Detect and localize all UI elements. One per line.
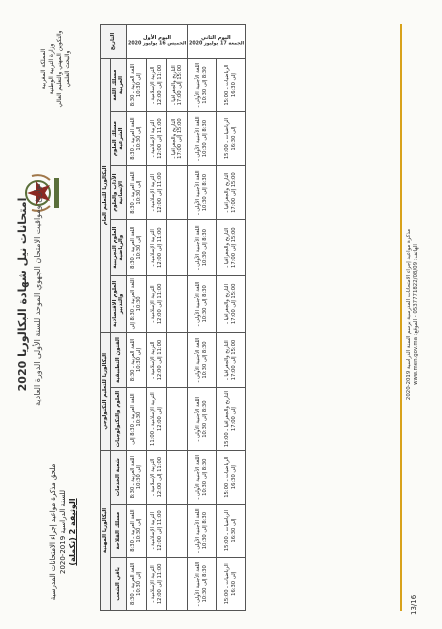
column-header: مسلك العلوم الشرعية: [110, 112, 126, 166]
annex-line: للسنة الدراسية 2019-2020: [59, 490, 67, 575]
schedule-cell: التاريخ والجغرافيا ـ 15:00 إلى 17:00: [216, 220, 245, 276]
schedule-cell: اللغة العربية ـ 8:30 إلى 10:30: [126, 332, 146, 388]
column-header: الآداب والعلوم الإنسانية: [110, 165, 126, 219]
ministry-line: المملكة المغربية: [40, 48, 47, 90]
schedule-cell: التربية الإسلامية ـ 11:00 إلى 12:00: [146, 165, 166, 219]
group-tech-header: البكالوريا للتعليم التكنولوجي: [101, 332, 111, 450]
column-header: العلوم التجريبية والرياضية: [110, 220, 126, 276]
schedule-cell: اللغة الأجنبية الأولى ـ 8:30 إلى 10:30: [187, 220, 216, 276]
schedule-cell: اللغة الأجنبية الأولى ـ 8:30 إلى 10:30: [187, 332, 216, 388]
schedule-cell: اللغة العربية ـ 8:30 إلى 10:30: [126, 450, 146, 504]
schedule-cell: [167, 276, 187, 333]
schedule-cell: التاريخ والجغرافيا ـ 15:00 إلى 17:00: [167, 112, 187, 166]
schedule-cell: التربية الإسلامية ـ 11:00 إلى 12:00: [146, 388, 166, 451]
schedule-cell: التاريخ والجغرافيا ـ 15:00 إلى 17:00: [216, 388, 245, 451]
schedule-cell: [167, 450, 187, 504]
page-subtitle: تواريخ ومواقيت الامتحان الجهوي الموحد للسنة الأولى الدورة العادية: [33, 183, 42, 406]
group-general-header: البكالوريا للتعليم العام: [101, 59, 111, 333]
annex-line: ملحق مذكرة مواعيد إجراء الامتحانات المدرسية: [49, 463, 57, 601]
day-date: الجمعة 17 يوليوز 2020: [188, 41, 244, 47]
schedule-cell: التربية الإسلامية ـ 11:00 إلى 12:00: [146, 112, 166, 166]
ministry-line: والبحث العلمي: [64, 50, 71, 88]
schedule-cell: التاريخ والجغرافيا ـ 15:00 إلى 17:00: [216, 276, 245, 333]
schedule-cell: التربية الإسلامية ـ 11:00 إلى 12:00: [146, 220, 166, 276]
exam-schedule-table: [100, 24, 246, 611]
column-header: الفنون التطبيقية: [110, 332, 126, 388]
table-row: [187, 25, 216, 611]
schedule-cell: التاريخ والجغرافيا ـ 15:00 إلى 17:00: [216, 165, 245, 219]
page-number: 13/16: [410, 594, 418, 615]
schedule-cell: [167, 388, 187, 451]
day-label: اليوم الأول: [142, 35, 171, 41]
schedule-cell: [167, 165, 187, 219]
schedule-cell: اللغة الأجنبية الأولى ـ 8:30 إلى 10:30: [187, 557, 216, 610]
schedule-cell: التربية الإسلامية ـ 11:00 إلى 12:00: [146, 450, 166, 504]
day-cell: [126, 25, 187, 59]
schedule-cell: اللغة العربية ـ 8:30 إلى 10:30: [126, 59, 146, 112]
schedule-cell: التاريخ والجغرافيا ـ 15:00 إلى 17:00: [216, 332, 245, 388]
ministry-line: وزارة التربية الوطنية: [48, 43, 55, 95]
footer-address: [406, 60, 420, 569]
ministry-line: والتكوين المهني والتعليم العالي: [56, 30, 63, 108]
column-header: باقي الشعب: [110, 557, 126, 610]
column-header: العلوم الاقتصادية والتدبير: [110, 276, 126, 333]
corner-header: التاريخ: [101, 25, 127, 59]
schedule-cell: اللغة العربية ـ 8:30 إلى 10:30: [126, 220, 146, 276]
schedule-cell: التربية الإسلامية ـ 11:00 إلى 12:00: [146, 332, 166, 388]
schedule-cell: التربية الإسلامية ـ 11:00 إلى 12:00: [146, 276, 166, 333]
column-header: شعبة الخدمات: [110, 450, 126, 504]
title-block: [16, 160, 42, 429]
schedule-cell: التربية الإسلامية ـ 11:00 إلى 12:00: [146, 59, 166, 112]
schedule-cell: الرياضيات ـ 15:00 إلى 16:30: [216, 59, 245, 112]
schedule-cell: اللغة الأجنبية الأولى ـ 8:30 إلى 10:30: [187, 165, 216, 219]
schedule-cell: الرياضيات ـ 15:00 إلى 16:30: [216, 112, 245, 166]
page-footer: [400, 0, 434, 629]
schedule-cell: [167, 504, 187, 557]
table-row: [167, 25, 187, 611]
footer-note: مذكرة مواعيد إجراء الامتحانات المدرسية برسم السنة الدراسية 2019-2020: [406, 228, 412, 401]
schedule-cell: اللغة العربية ـ 8:30 إلى 10:30: [126, 557, 146, 610]
schedule-cell: اللغة العربية ـ 8:30 إلى 10:30: [126, 504, 146, 557]
ministry-header: [40, 14, 72, 124]
schedule-cell: اللغة الأجنبية الأولى ـ 8:30 إلى 10:30: [187, 388, 216, 451]
schedule-cell: الرياضيات ـ 15:00 إلى 16:30: [216, 557, 245, 610]
schedule-cell: اللغة الأجنبية الأولى ـ 8:30 إلى 10:30: [187, 276, 216, 333]
schedule-cell: اللغة الأجنبية الأولى ـ 8:30 إلى 10:30: [187, 112, 216, 166]
table-row: [126, 25, 146, 611]
annex-title: الوثيقة 2 (تكملة): [68, 498, 77, 566]
page-title: امتحانات نيل شهادة البكالوريا 2020: [16, 197, 29, 392]
schedule-cell: التربية الإسلامية ـ 11:00 إلى 12:00: [146, 557, 166, 610]
schedule-cell: اللغة الأجنبية الأولى ـ 8:30 إلى 10:30: [187, 59, 216, 112]
table-row: [146, 25, 166, 611]
schedule-cell: [167, 557, 187, 610]
schedule-cell: اللغة الأجنبية الأولى ـ 8:30 إلى 10:30: [187, 450, 216, 504]
column-header: العلوم والتكنولوجيات: [110, 388, 126, 451]
schedule-cell: الرياضيات ـ 15:00 إلى 16:30: [216, 450, 245, 504]
schedule-cell: الرياضيات ـ 15:00 إلى 16:30: [216, 504, 245, 557]
day-cell: [187, 25, 245, 59]
schedule-cell: اللغة العربية ـ 8:30 إلى 10:30: [126, 276, 146, 333]
schedule-cell: اللغة الأجنبية الأولى ـ 8:30 إلى 10:30: [187, 504, 216, 557]
column-header: مسلك اللغة العربية: [110, 59, 126, 112]
column-header: مسلك الفلاحة: [110, 504, 126, 557]
schedule-cell: التاريخ والجغرافيا ـ 15:00 إلى 17:00: [167, 59, 187, 112]
schedule-cell: التربية الإسلامية ـ 11:00 إلى 12:00: [146, 504, 166, 557]
schedule-cell: اللغة العربية ـ 8:30 إلى 10:30: [126, 165, 146, 219]
schedule-cell: اللغة العربية ـ 8:30 إلى 10:30: [126, 112, 146, 166]
footer-rule: [400, 24, 402, 611]
footer-contact: الهاتف: 0537771822/08/09 - الموقع: www.men.gov.ma: [413, 244, 419, 385]
annex-block: [48, 457, 78, 607]
group-prof-header: البكالوريا المهنية: [101, 450, 111, 610]
day-label: اليوم الثاني: [201, 35, 232, 41]
day-date: الخميس 16 يوليوز 2020: [127, 41, 186, 47]
table-row: [216, 25, 245, 611]
schedule-cell: [167, 332, 187, 388]
schedule-cell: اللغة العربية ـ 8:30 إلى 10:30: [126, 388, 146, 451]
schedule-cell: [167, 220, 187, 276]
